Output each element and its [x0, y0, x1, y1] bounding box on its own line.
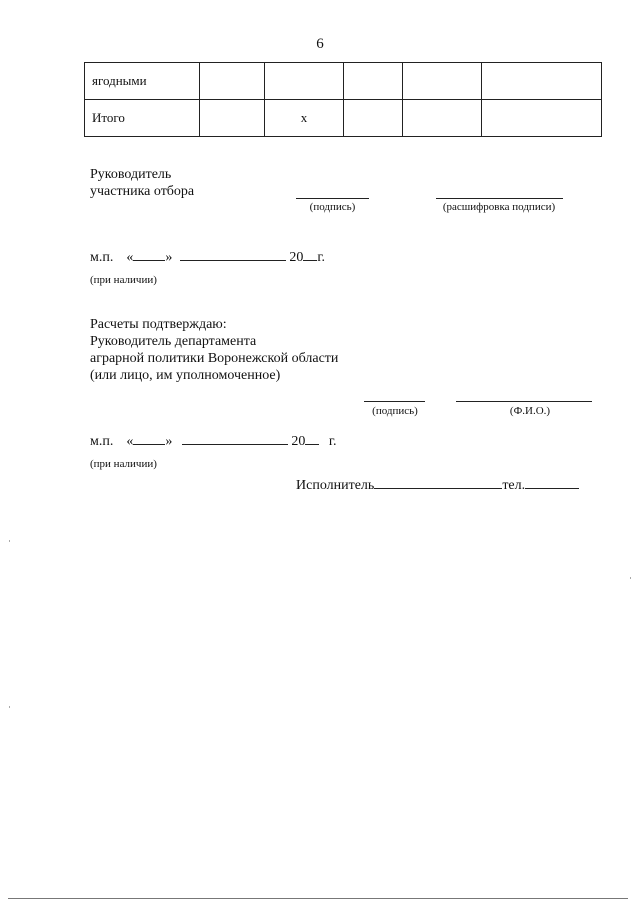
name-line: [456, 400, 592, 402]
signature-caption: (подпись): [372, 405, 418, 417]
year-suffix: г.: [317, 250, 326, 265]
decryption-caption: (расшифровка подписи): [442, 201, 556, 213]
stamp-label: м.п.: [90, 250, 114, 265]
day-blank: [133, 248, 165, 261]
table-cell: ягодными: [85, 63, 200, 100]
stamp-note: (при наличии): [90, 274, 157, 286]
open-quote: «: [126, 434, 134, 449]
signatory-title: Руководитель: [90, 167, 172, 182]
confirmation-position: Руководитель департамента: [90, 334, 257, 349]
table-cell: [403, 63, 482, 100]
close-quote: »: [165, 434, 173, 449]
page-number: 6: [316, 36, 324, 52]
phone-label: тел.: [502, 478, 526, 493]
year-blank: [303, 248, 317, 261]
table-row: [85, 100, 602, 137]
executor-blank: [374, 476, 502, 489]
day-blank: [133, 432, 165, 445]
scan-speck: [9, 540, 10, 542]
table-cell: [344, 100, 403, 137]
executor-label: Исполнитель: [296, 478, 375, 493]
name-caption: (Ф.И.О.): [509, 405, 551, 417]
bottom-rule: [8, 898, 628, 899]
table-cell: [265, 63, 344, 100]
confirmation-delegate: (или лицо, им уполномоченное): [90, 368, 281, 383]
table-cell: [482, 100, 602, 137]
year-blank: [305, 432, 319, 445]
phone-blank: [525, 476, 579, 489]
year-prefix: 20: [289, 250, 304, 265]
summary-table: [84, 62, 602, 137]
scan-speck: [630, 577, 631, 579]
table-cell: [344, 63, 403, 100]
year-prefix: 20: [291, 434, 306, 449]
stamp-label: м.п.: [90, 434, 114, 449]
table-cell: [200, 63, 265, 100]
table-cell: Итого: [85, 100, 200, 137]
scan-speck: [9, 706, 10, 708]
stamp-date-line: [90, 248, 325, 266]
signatory-subtitle: участника отбора: [90, 184, 195, 199]
stamp-note: (при наличии): [90, 458, 157, 470]
signature-line: [296, 197, 369, 199]
signature-caption: (подпись): [309, 201, 356, 213]
signature-line: [364, 400, 425, 402]
confirmation-heading: Расчеты подтверждаю:: [90, 317, 227, 332]
table-cell: [482, 63, 602, 100]
stamp-date-line: [90, 432, 337, 450]
year-suffix: г.: [328, 434, 337, 449]
table-cell: [403, 100, 482, 137]
close-quote: »: [165, 250, 173, 265]
month-blank: [182, 432, 288, 445]
executor-line: [296, 476, 579, 494]
open-quote: «: [126, 250, 134, 265]
month-blank: [180, 248, 286, 261]
table-cell: [200, 100, 265, 137]
table-row: [85, 63, 602, 100]
table-cell: х: [265, 100, 344, 137]
decryption-line: [436, 197, 563, 199]
confirmation-department: аграрной политики Воронежской области: [90, 351, 339, 366]
